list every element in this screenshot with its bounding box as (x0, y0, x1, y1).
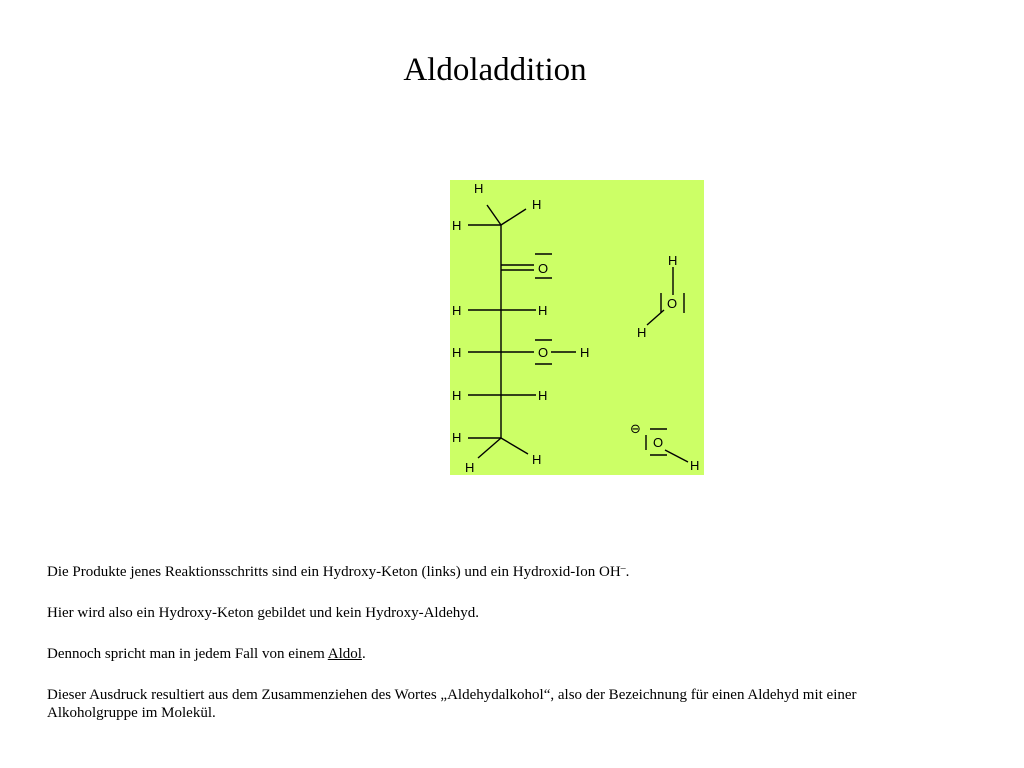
paragraph-ketone: Hier wird also ein Hydroxy-Keton gebildet und kein Hydroxy-Aldehyd. (47, 605, 479, 621)
atom-h: H (532, 452, 542, 467)
paragraph-etymology: Dieser Ausdruck resultiert aus dem Zusammenziehen des Wortes „Aldehydalkohol“, also der Bezeichnung für einen Aldehyd mit einer Alkoholgruppe im Molekül. (47, 687, 857, 721)
hydroxide-structure (630, 421, 699, 473)
bond-c1-h-right (501, 209, 526, 225)
paragraph-products (47, 560, 947, 581)
atom-h: H (637, 325, 647, 340)
negative-charge-symbol: ⊖ (630, 421, 641, 436)
atom-o: O (653, 435, 664, 450)
atom-h: H (668, 253, 678, 268)
atom-h: H (532, 197, 542, 212)
bond-hydroxide-o-h (665, 450, 688, 462)
paragraph-products-text: Die Produkte jenes Reaktionsschritts sind ein Hydroxy-Keton (links) und ein Hydroxid-Ion OH (47, 564, 621, 580)
atom-o: O (667, 296, 678, 311)
bond-c6-h-lower-left (478, 438, 501, 458)
atom-h: H (452, 430, 462, 445)
water-structure (637, 253, 684, 340)
atom-h: H (474, 181, 484, 196)
atom-h: H (452, 388, 462, 403)
bond-c6-h-lower-right (501, 438, 528, 454)
paragraph-aldol (47, 645, 947, 663)
paragraph-aldol-text: Dennoch spricht man in jedem Fall von einem (47, 646, 328, 662)
molecule-panel (450, 180, 704, 475)
aldol-link[interactable]: Aldol (327, 646, 362, 662)
atom-h: H (452, 303, 462, 318)
atom-h: H (580, 345, 590, 360)
minus-superscript: – (620, 563, 626, 574)
atom-h: H (538, 388, 548, 403)
atom-h: H (452, 345, 462, 360)
atom-h: H (452, 218, 462, 233)
structure-diagram (450, 180, 704, 475)
atom-o: O (538, 345, 549, 360)
hydroxy-ketone-structure (452, 181, 589, 475)
slide-title: Aldoladdition (403, 52, 587, 88)
paragraph-aldol-end: . (361, 646, 366, 662)
body-text (47, 560, 947, 722)
bond-c1-h-top (487, 205, 501, 225)
atom-h: H (690, 458, 700, 473)
atom-h: H (465, 460, 475, 475)
atom-o: O (538, 261, 549, 276)
paragraph-products-end: . (625, 564, 630, 580)
atom-h: H (538, 303, 548, 318)
